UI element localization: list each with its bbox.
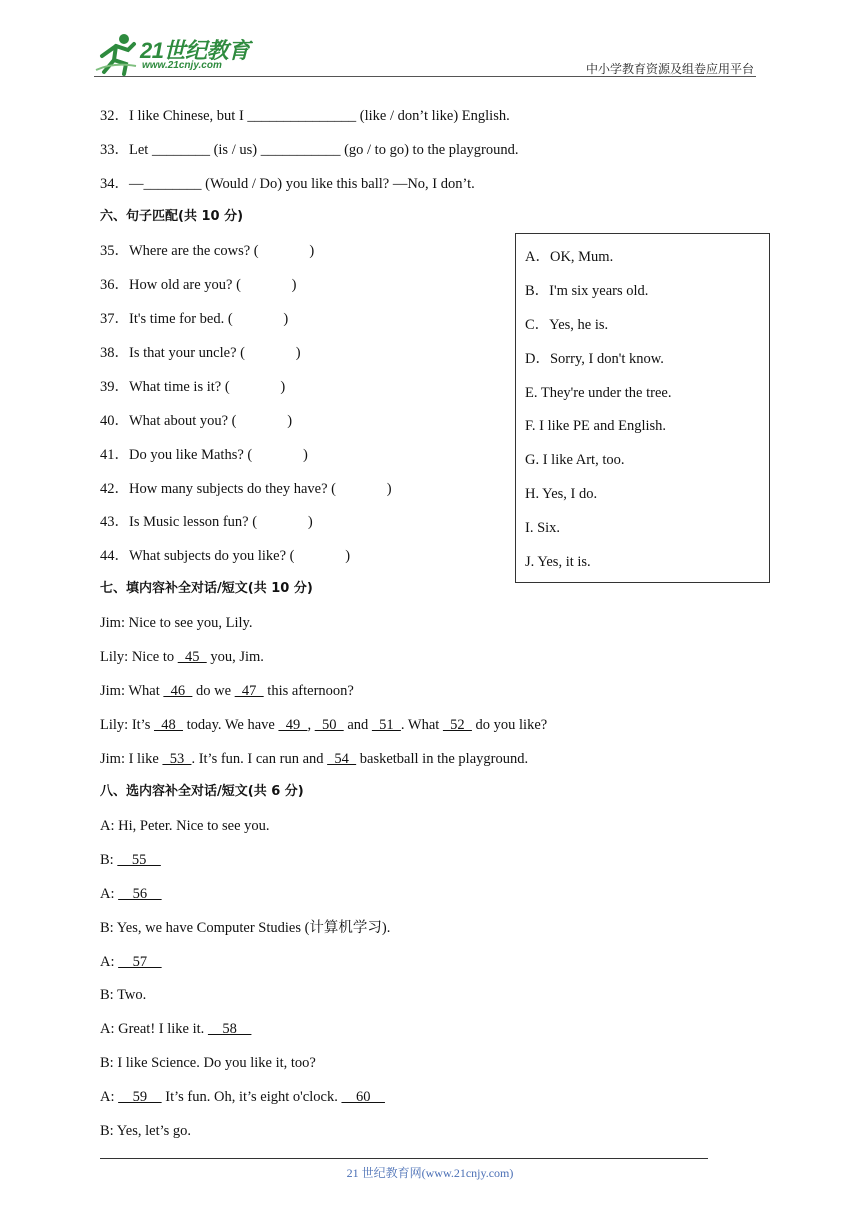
option-item: F. I like PE and English. bbox=[525, 418, 667, 434]
dialogue-line: A: Great! I like it. 58 bbox=[100, 1021, 252, 1037]
dialogue-line: Jim: What 46 do we 47 this afternoon? bbox=[100, 683, 354, 699]
dialogue-line: B: Yes, we have Computer Studies (计算机学习). bbox=[100, 920, 391, 936]
option-item: G. I like Art, too. bbox=[525, 452, 625, 468]
option-item: A．OK, Mum. bbox=[525, 249, 614, 265]
answer-blank[interactable]: 52 bbox=[442, 717, 472, 733]
answer-blank[interactable]: 47 bbox=[234, 683, 264, 699]
answer-blank[interactable]: 53 bbox=[162, 751, 192, 767]
answer-blank[interactable]: 59 bbox=[118, 1089, 162, 1105]
dialogue-line: A: 57 bbox=[100, 954, 162, 970]
logo-text: 21世纪教育 bbox=[140, 38, 250, 63]
question-32: 32．I like Chinese, but I _______________ (like / don’t like) English. bbox=[100, 108, 510, 124]
matching-question[interactable]: 44．What subjects do you like? ( ) bbox=[100, 548, 351, 564]
site-logo bbox=[94, 32, 264, 76]
dialogue-line: B: Yes, let’s go. bbox=[100, 1123, 192, 1139]
dialogue-line: B: I like Science. Do you like it, too? bbox=[100, 1055, 316, 1071]
matching-question[interactable]: 37．It's time for bed. ( ) bbox=[100, 311, 289, 327]
answer-blank[interactable]: 48 bbox=[153, 717, 183, 733]
dialogue-line: Lily: Nice to 45 you, Jim. bbox=[100, 649, 264, 665]
answer-blank[interactable]: 57 bbox=[118, 954, 162, 970]
answer-blank[interactable]: 51 bbox=[371, 717, 401, 733]
answer-blank[interactable]: 49 bbox=[278, 717, 308, 733]
dialogue-line: A: 59 It’s fun. Oh, it’s eight o'clock. 60 bbox=[100, 1089, 385, 1105]
runner-icon bbox=[94, 32, 138, 76]
section-8-title: 八、选内容补全对话/短文(共 6 分) bbox=[100, 784, 304, 799]
dialogue-line: A: 56 bbox=[100, 886, 162, 902]
matching-question[interactable]: 35．Where are the cows? ( ) bbox=[100, 243, 315, 259]
logo-url: www.21cnjy.com bbox=[142, 60, 222, 71]
matching-question[interactable]: 38．Is that your uncle? ( ) bbox=[100, 345, 301, 361]
matching-question[interactable]: 36．How old are you? ( ) bbox=[100, 277, 297, 293]
matching-question[interactable]: 39．What time is it? ( ) bbox=[100, 379, 286, 395]
matching-question[interactable]: 40．What about you? ( ) bbox=[100, 413, 293, 429]
answer-blank[interactable]: 60 bbox=[341, 1089, 385, 1105]
answer-blank[interactable]: ________ bbox=[143, 176, 202, 192]
dialogue-line: B: 55 bbox=[100, 852, 161, 868]
answer-blank[interactable]: 50 bbox=[314, 717, 344, 733]
answer-blank[interactable]: 54 bbox=[327, 751, 357, 767]
options-box bbox=[515, 233, 770, 583]
option-item: J. Yes, it is. bbox=[525, 554, 591, 570]
section-6-title: 六、句子匹配(共 10 分) bbox=[100, 209, 244, 224]
option-item: D．Sorry, I don't know. bbox=[525, 351, 664, 367]
answer-blank[interactable]: ___________ bbox=[260, 142, 341, 158]
matching-question[interactable]: 41．Do you like Maths? ( ) bbox=[100, 447, 308, 463]
answer-blank[interactable]: _______________ bbox=[247, 108, 357, 124]
header-divider bbox=[94, 76, 756, 77]
dialogue-line: A: Hi, Peter. Nice to see you. bbox=[100, 818, 270, 834]
option-item: I. Six. bbox=[525, 520, 561, 536]
option-item: C．Yes, he is. bbox=[525, 317, 609, 333]
section-7-title: 七、填内容补全对话/短文(共 10 分) bbox=[100, 581, 313, 596]
header-platform-text: 中小学教育资源及组卷应用平台 bbox=[585, 62, 754, 76]
answer-blank[interactable]: 55 bbox=[117, 852, 161, 868]
matching-question[interactable]: 43．Is Music lesson fun? ( ) bbox=[100, 514, 313, 530]
footer-link[interactable]: 21 世纪教育网(www.21cnjy.com) bbox=[346, 1166, 514, 1180]
answer-blank[interactable]: 45 bbox=[177, 649, 207, 665]
dialogue-line: B: Two. bbox=[100, 987, 147, 1003]
footer-divider bbox=[100, 1158, 708, 1159]
answer-blank[interactable]: 46 bbox=[163, 683, 193, 699]
option-item: H. Yes, I do. bbox=[525, 486, 598, 502]
dialogue-line: Lily: It’s 48 today. We have 49 , 50 and 51 . What 52 do you like? bbox=[100, 717, 548, 733]
matching-question[interactable]: 42．How many subjects do they have? ( ) bbox=[100, 481, 392, 497]
page-header bbox=[0, 0, 860, 80]
answer-blank[interactable]: ________ bbox=[151, 142, 210, 158]
answer-blank[interactable]: 58 bbox=[207, 1021, 252, 1037]
dialogue-line: Jim: Nice to see you, Lily. bbox=[100, 615, 253, 631]
option-item: B．I'm six years old. bbox=[525, 283, 649, 299]
dialogue-line: Jim: I like 53 . It’s fun. I can run and 54 basketball in the playground. bbox=[100, 751, 529, 767]
answer-blank[interactable]: 56 bbox=[118, 886, 162, 902]
question-34: 34．—________ (Would / Do) you like this ball? —No, I don’t. bbox=[100, 176, 475, 192]
question-33: 33．Let ________ (is / us) ___________ (go / to go) to the playground. bbox=[100, 142, 519, 158]
option-item: E. They're under the tree. bbox=[525, 385, 672, 401]
